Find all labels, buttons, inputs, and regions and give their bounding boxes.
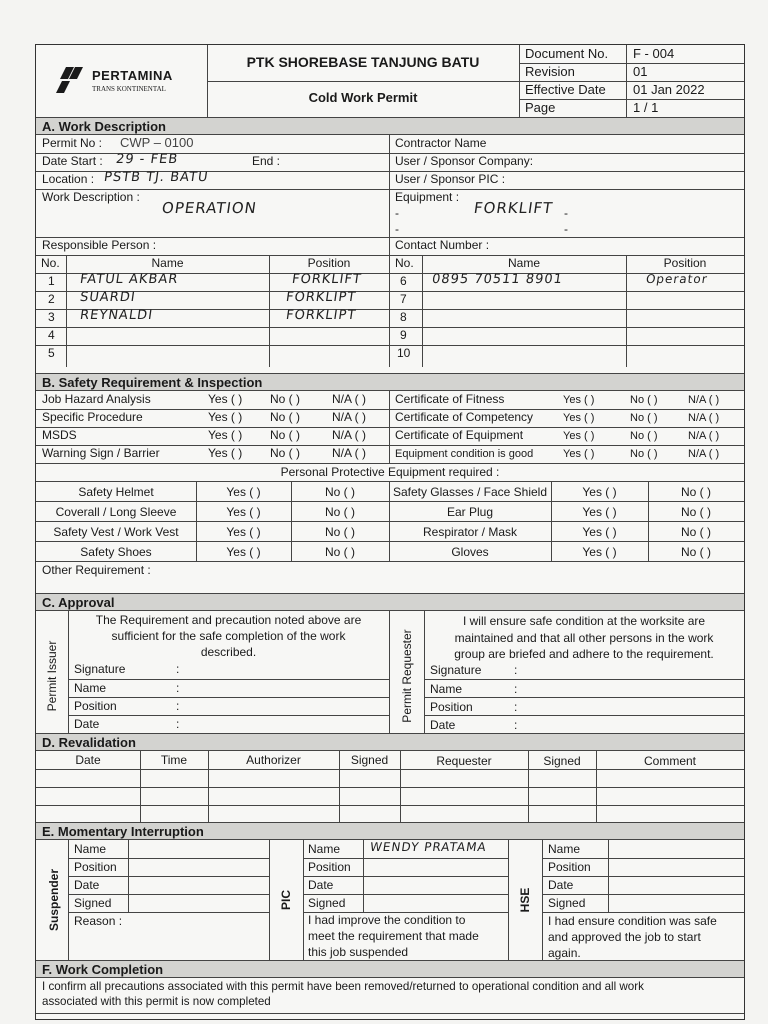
position-label: Position	[430, 700, 473, 714]
yes-checkbox[interactable]: Yes ( )	[582, 505, 617, 519]
issuer-statement: described.	[200, 645, 257, 659]
work-desc-label: Work Description :	[42, 190, 140, 204]
yes-checkbox[interactable]: Yes ( )	[563, 430, 595, 442]
section-c-header	[36, 593, 744, 611]
location-value: PSTB TJ. BATU	[102, 170, 210, 185]
yes-checkbox[interactable]: Yes ( )	[226, 525, 261, 539]
yes-checkbox[interactable]: Yes ( )	[582, 525, 617, 539]
permit-requester-label: Permit Requester	[400, 629, 414, 723]
table-row-no: 1	[48, 274, 55, 288]
name-label: Name	[74, 842, 107, 856]
permit-no-value: CWP – 0100	[120, 135, 194, 150]
na-checkbox[interactable]: N/A ( )	[688, 394, 720, 406]
ppe-item: Gloves	[451, 545, 489, 559]
contact-label: Contact Number :	[395, 238, 490, 252]
table-row-position: FORKLIPT	[284, 290, 358, 305]
revision-label: Revision	[525, 64, 575, 79]
pic-name-value: WENDY PRATAMA	[369, 840, 488, 854]
colon: :	[176, 717, 180, 731]
signed-label: Signed	[74, 896, 112, 910]
pertamina-logo	[56, 61, 204, 101]
col-time: Time	[160, 753, 188, 767]
signature-label: Signature	[74, 662, 126, 676]
checklist-item: Equipment condition is good	[395, 448, 534, 460]
pic-note: meet the requirement that made	[308, 929, 479, 943]
table-row-contact: 0895 70511 8901	[430, 272, 564, 287]
col-date: Date	[75, 753, 101, 767]
requester-statement: I will ensure safe condition at the worksite are	[462, 614, 706, 628]
no-checkbox[interactable]: No ( )	[325, 545, 355, 559]
yes-checkbox[interactable]: Yes ( )	[563, 448, 595, 460]
ppe-item: Respirator / Mask	[422, 525, 518, 539]
table-row-position: FORKLIPT	[284, 308, 358, 323]
position-label: Position	[308, 860, 351, 874]
completion-statement: associated with this permit is now completed	[42, 995, 271, 1008]
yes-checkbox[interactable]: Yes ( )	[226, 485, 261, 499]
checklist-item: Certificate of Equipment	[395, 428, 524, 442]
section-a-title: A. Work Description	[42, 119, 167, 134]
effective-date-value: 01 Jan 2022	[633, 82, 705, 97]
org-title: PTK SHOREBASE TANJUNG BATU	[246, 54, 480, 70]
issuer-statement: sufficient for the safe completion of the work	[111, 629, 346, 643]
yes-checkbox[interactable]: Yes ( )	[226, 505, 261, 519]
doc-no-value: F - 004	[633, 46, 675, 61]
colon: :	[514, 663, 518, 677]
col-signed: Signed	[543, 754, 581, 768]
no-checkbox[interactable]: No ( )	[630, 394, 658, 406]
yes-checkbox[interactable]: Yes ( )	[582, 545, 617, 559]
section-d-title: D. Revalidation	[42, 735, 136, 750]
position-label: Position	[74, 860, 117, 874]
checklist-item: Specific Procedure	[42, 410, 143, 424]
checklist-item: MSDS	[42, 428, 77, 442]
table-row-no: 2	[48, 292, 55, 306]
col-signed: Signed	[350, 753, 389, 767]
no-checkbox[interactable]: No ( )	[630, 430, 658, 442]
hse-note: and approved the job to start	[548, 930, 701, 944]
ppe-item: Coverall / Long Sleeve	[55, 505, 177, 519]
na-checkbox[interactable]: N/A ( )	[332, 428, 367, 442]
ppe-item: Safety Shoes	[80, 545, 152, 559]
section-e-header	[36, 822, 744, 840]
no-checkbox[interactable]: No ( )	[681, 545, 711, 559]
issuer-statement: The Requirement and precaution noted above are	[95, 613, 362, 627]
colon: :	[176, 662, 180, 676]
name-label: Name	[548, 842, 581, 856]
checklist-item: Certificate of Competency	[395, 410, 534, 424]
date-start-value: 29 - FEB	[114, 152, 180, 167]
table-row-no: 3	[48, 310, 55, 324]
col-authorizer: Authorizer	[246, 753, 301, 767]
position-label: Position	[74, 699, 117, 713]
colon: :	[514, 682, 518, 696]
na-checkbox[interactable]: N/A ( )	[332, 446, 367, 460]
date-label: Date	[74, 717, 100, 731]
section-c-title: C. Approval	[42, 595, 115, 610]
section-b-title: B. Safety Requirement & Inspection	[42, 375, 263, 390]
pic-label: PIC	[279, 890, 293, 911]
col-name-left: Name	[151, 256, 184, 270]
yes-checkbox[interactable]: Yes ( )	[208, 392, 243, 406]
section-a-header	[36, 117, 744, 135]
no-checkbox[interactable]: No ( )	[270, 410, 300, 424]
reason-label: Reason :	[74, 914, 123, 928]
table-row-no: 4	[48, 328, 55, 342]
equipment-dash-1: -	[395, 206, 399, 220]
equipment-dash-3: -	[564, 206, 568, 220]
no-checkbox[interactable]: No ( )	[630, 412, 658, 424]
page-label: Page	[525, 100, 556, 115]
no-checkbox[interactable]: No ( )	[270, 392, 300, 406]
date-label: Date	[74, 878, 100, 892]
colon: :	[514, 718, 518, 732]
table-row-no: 9	[400, 328, 407, 342]
no-checkbox[interactable]: No ( )	[681, 505, 711, 519]
ppe-item: Safety Helmet	[78, 485, 154, 499]
doc-no-label: Document No.	[525, 46, 609, 61]
equipment-dash-4: -	[564, 222, 568, 236]
pic-note: this job suspended	[308, 945, 409, 959]
no-checkbox[interactable]: No ( )	[325, 505, 355, 519]
company-subtitle: TRANS KONTINENTAL	[92, 85, 166, 93]
yes-checkbox[interactable]: Yes ( )	[563, 394, 595, 406]
date-label: Date	[308, 878, 334, 892]
table-row-name: SUARDI	[78, 290, 137, 305]
ppe-item: Safety Vest / Work Vest	[53, 525, 179, 539]
no-checkbox[interactable]: No ( )	[325, 485, 355, 499]
section-f-title: F. Work Completion	[42, 962, 164, 977]
yes-checkbox[interactable]: Yes ( )	[208, 446, 243, 460]
name-label: Name	[74, 681, 107, 695]
permit-issuer-label: Permit Issuer	[45, 640, 59, 712]
form-title: Cold Work Permit	[308, 90, 418, 105]
na-checkbox[interactable]: N/A ( )	[688, 412, 720, 424]
yes-checkbox[interactable]: Yes ( )	[208, 428, 243, 442]
table-row-name: REYNALDI	[78, 308, 154, 323]
position-label: Position	[548, 860, 591, 874]
col-position-left: Position	[307, 256, 351, 270]
name-label: Name	[430, 682, 463, 696]
equipment-value: FORKLIFT	[472, 199, 555, 217]
na-checkbox[interactable]: N/A ( )	[332, 392, 367, 406]
table-row-position: Operator	[645, 272, 709, 286]
date-start-label: Date Start :	[42, 154, 103, 168]
suspender-label: Suspender	[47, 869, 61, 932]
user-pic-label: User / Sponsor PIC :	[395, 172, 506, 186]
no-checkbox[interactable]: No ( )	[630, 448, 658, 460]
effective-date-label: Effective Date	[525, 82, 606, 97]
requester-statement: maintained and that all other persons in the work	[454, 631, 714, 645]
page-value: 1 / 1	[633, 100, 659, 115]
cold-work-permit-form	[35, 44, 745, 1020]
colon: :	[514, 700, 518, 714]
col-requester: Requester	[436, 754, 492, 768]
colon: :	[176, 681, 180, 695]
ppe-item: Ear Plug	[446, 505, 494, 519]
yes-checkbox[interactable]: Yes ( )	[226, 545, 261, 559]
other-requirement-label: Other Requirement :	[42, 563, 151, 577]
completion-statement: I confirm all precautions associated with this permit have been removed/returned to operational condition and all work	[42, 980, 644, 993]
checklist-item: Job Hazard Analysis	[42, 392, 151, 406]
col-no-right: No.	[395, 256, 414, 270]
company-name: PERTAMINA	[92, 68, 173, 83]
ppe-item: Safety Glasses / Face Shield	[392, 485, 548, 499]
equipment-label: Equipment :	[395, 190, 460, 204]
date-label: Date	[548, 878, 574, 892]
hse-note: again.	[548, 946, 581, 960]
section-d-header	[36, 733, 744, 751]
table-row-no: 10	[397, 346, 411, 360]
signed-label: Signed	[548, 896, 586, 910]
requester-statement: group are briefed and adhere to the requirement.	[454, 647, 714, 661]
table-row-name: FATUL AKBAR	[78, 272, 180, 287]
section-e-title: E. Momentary Interruption	[42, 824, 204, 839]
section-f-header	[36, 960, 744, 978]
table-row-no: 6	[400, 274, 407, 288]
na-checkbox[interactable]: N/A ( )	[332, 410, 367, 424]
permit-no-label: Permit No :	[42, 136, 103, 150]
checklist-item: Certificate of Fitness	[395, 392, 505, 406]
contractor-label: Contractor Name	[395, 136, 487, 150]
signed-label: Signed	[308, 896, 346, 910]
user-company-label: User / Sponsor Company:	[395, 154, 534, 168]
equipment-dash-2: -	[395, 222, 399, 236]
no-checkbox[interactable]: No ( )	[325, 525, 355, 539]
revision-value: 01	[633, 64, 648, 79]
responsible-label: Responsible Person :	[42, 238, 157, 252]
col-position-right: Position	[663, 256, 707, 270]
ppe-title: Personal Protective Equipment required :	[280, 465, 500, 479]
signature-label: Signature	[430, 663, 482, 677]
yes-checkbox[interactable]: Yes ( )	[563, 412, 595, 424]
table-row-no: 8	[400, 310, 407, 324]
yes-checkbox[interactable]: Yes ( )	[208, 410, 243, 424]
work-desc-value: OPERATION	[160, 199, 259, 217]
no-checkbox[interactable]: No ( )	[681, 525, 711, 539]
pic-note: I had improve the condition to	[308, 913, 466, 927]
no-checkbox[interactable]: No ( )	[270, 428, 300, 442]
table-row-position: FORKLIFT	[290, 272, 363, 287]
pertamina-logo-icon	[56, 65, 90, 95]
checklist-item: Warning Sign / Barrier	[42, 446, 160, 460]
yes-checkbox[interactable]: Yes ( )	[582, 485, 617, 499]
name-label: Name	[308, 842, 341, 856]
na-checkbox[interactable]: N/A ( )	[688, 430, 720, 442]
colon: :	[176, 699, 180, 713]
section-b-header	[36, 373, 744, 391]
na-checkbox[interactable]: N/A ( )	[688, 448, 720, 460]
end-label: End :	[252, 154, 281, 168]
hse-note: I had ensure condition was safe	[548, 914, 717, 928]
col-comment: Comment	[643, 754, 696, 768]
table-row-no: 7	[400, 292, 407, 306]
hse-label: HSE	[518, 887, 532, 913]
location-label: Location :	[42, 172, 95, 186]
col-no-left: No.	[41, 256, 60, 270]
no-checkbox[interactable]: No ( )	[270, 446, 300, 460]
col-name-right: Name	[507, 256, 540, 270]
table-row-no: 5	[48, 346, 55, 360]
date-label: Date	[430, 718, 456, 732]
no-checkbox[interactable]: No ( )	[681, 485, 711, 499]
